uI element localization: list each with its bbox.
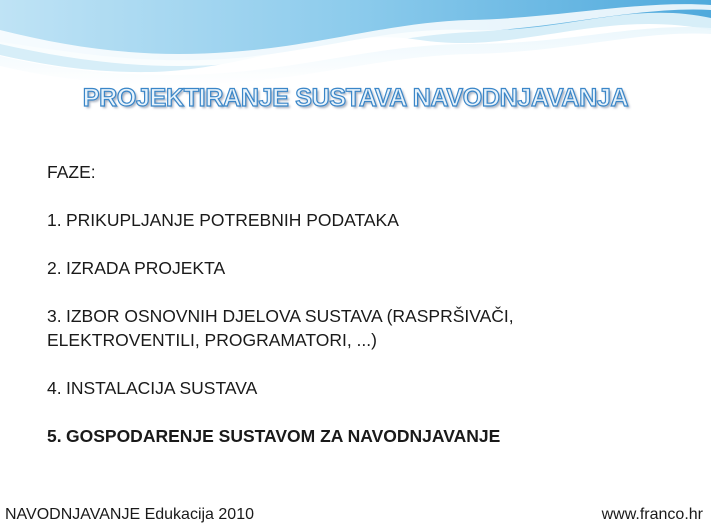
phase-item-3-continuation: ELEKTROVENTILI, PROGRAMATORI, ...) <box>47 330 377 350</box>
phase-item-1: 1. PRIKUPLJANJE POTREBNIH PODATAKA <box>47 210 399 230</box>
phase-item-4: 4. INSTALACIJA SUSTAVA <box>47 378 258 398</box>
slide-title: PROJEKTIRANJE SUSTAVA NAVODNJAVANJA <box>82 84 629 112</box>
phase-item-5: 5. GOSPODARENJE SUSTAVOM ZA NAVODNJAVANJE <box>47 426 501 446</box>
header-wave-decoration <box>0 0 711 90</box>
phase-item-2: 2. IZRADA PROJEKTA <box>47 258 226 278</box>
phase-heading: FAZE: <box>47 162 96 182</box>
footer-website: www.franco.hr <box>601 506 703 523</box>
footer-event: NAVODNJAVANJE Edukacija 2010 <box>5 506 254 523</box>
phase-list <box>47 160 687 448</box>
phase-item-3: 3. IZBOR OSNOVNIH DJELOVA SUSTAVA (RASPRŠIVAČI, <box>47 306 514 326</box>
